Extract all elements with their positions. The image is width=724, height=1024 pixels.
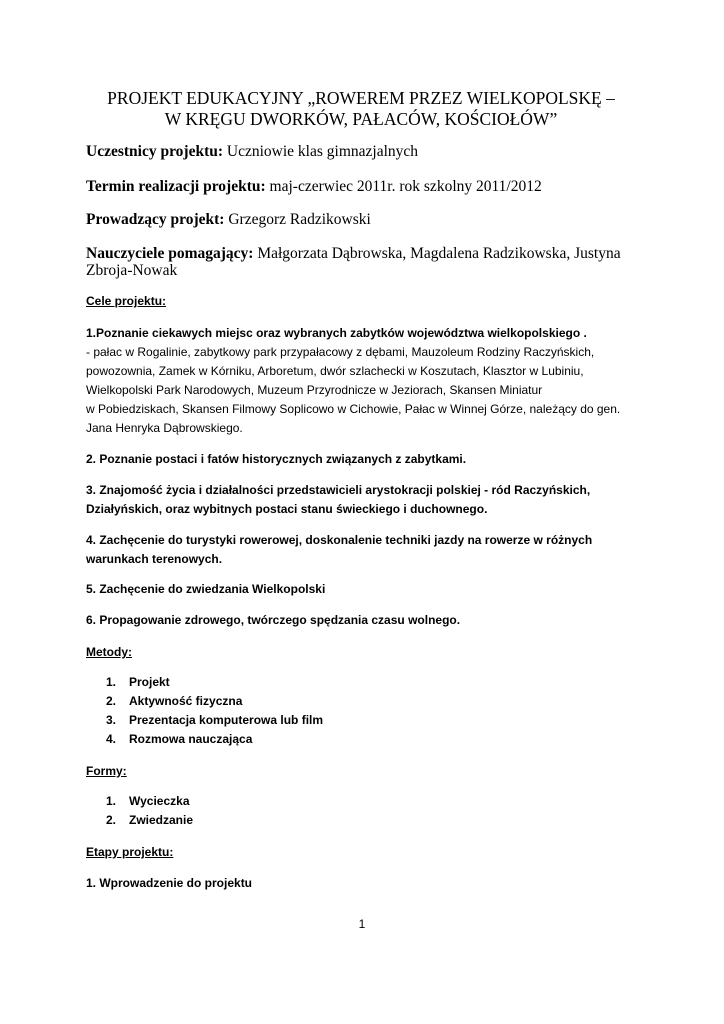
title-line-2: W KRĘGU DWORKÓW, PAŁACÓW, KOŚCIOŁÓW” xyxy=(164,109,558,129)
forms-item xyxy=(106,811,193,830)
term-label: Termin realizacji projektu: xyxy=(86,178,266,195)
forms-item-number: 2. xyxy=(106,813,117,827)
participants-label: Uczestnicy projektu: xyxy=(86,143,224,160)
goal-1-line: Jana Henryka Dąbrowskiego. xyxy=(86,421,243,435)
forms-item xyxy=(106,792,190,811)
methods-item-label: Rozmowa nauczająca xyxy=(129,732,253,746)
term-field xyxy=(86,178,646,195)
forms-heading: Formy: xyxy=(86,764,127,778)
methods-item-label: Projekt xyxy=(129,675,170,689)
forms-item-label: Zwiedzanie xyxy=(129,813,194,827)
goal-6: 6. Propagowanie zdrowego, twórczego spędzania czasu wolnego. xyxy=(86,613,461,627)
methods-item xyxy=(106,730,252,749)
goals-heading: Cele projektu: xyxy=(86,294,167,308)
stages-heading: Etapy projektu: xyxy=(86,845,174,859)
page-number: 1 xyxy=(358,917,366,931)
goal-1-line: w Pobiedziskach, Skansen Filmowy Soplicowo w Cichowie, Pałac w Winnej Górze, należący do gen. xyxy=(86,402,621,416)
forms-item-number: 1. xyxy=(106,794,117,808)
teachers-field xyxy=(86,245,646,279)
leader-value: Grzegorz Radzikowski xyxy=(224,211,371,228)
methods-item xyxy=(106,711,323,730)
methods-item-number: 4. xyxy=(106,732,117,746)
methods-item-number: 1. xyxy=(106,675,117,689)
participants-field xyxy=(86,143,646,160)
goal-1-line: powozownia, Zamek w Kórniku, Arboretum, dwór szlachecki w Koszutach, Klasztor w Lubiniu, xyxy=(86,364,584,378)
document-title xyxy=(86,88,636,130)
stage-1: 1. Wprowadzenie do projektu xyxy=(86,876,253,890)
methods-item-label: Prezentacja komputerowa lub film xyxy=(129,713,324,727)
title-line-1: PROJEKT EDUKACYJNY „ROWEREM PRZEZ WIELKOPOLSKĘ – xyxy=(107,88,615,108)
methods-item xyxy=(106,692,242,711)
term-value: maj-czerwiec 2011r. rok szkolny 2011/2012 xyxy=(265,178,542,195)
goal-2: 2. Poznanie postaci i fatów historycznych związanych z zabytkami. xyxy=(86,452,467,466)
goal-1-line: - pałac w Rogalinie, zabytkowy park przypałacowy z dębami, Mauzoleum Rodziny Raczyńskich, xyxy=(86,345,595,359)
participants-value: Uczniowie klas gimnazjalnych xyxy=(223,143,419,160)
leader-field xyxy=(86,211,646,228)
teachers-value: Małgorzata Dąbrowska, Magdalena Radzikowska, Justyna Zbroja-Nowak xyxy=(86,245,621,279)
goal-4-line: 4. Zachęcenie do turystyki rowerowej, doskonalenie techniki jazdy na rowerze w różnych xyxy=(86,533,593,547)
goal-5: 5. Zachęcenie do zwiedzania Wielkopolski xyxy=(86,582,326,596)
teachers-label: Nauczyciele pomagający: xyxy=(86,245,254,262)
goal-1-title: 1.Poznanie ciekawych miejsc oraz wybranych zabytków województwa wielkopolskiego . xyxy=(86,326,587,340)
goal-1-line: Wielkopolski Park Narodowych, Muzeum Przyrodnicze w Jeziorach, Skansen Miniatur xyxy=(86,383,543,397)
methods-heading: Metody: xyxy=(86,645,132,659)
goal-3-line: Działyńskich, oraz wybitnych postaci stanu świeckiego i duchownego. xyxy=(86,502,488,516)
forms-item-label: Wycieczka xyxy=(129,794,190,808)
goal-3-line: 3. Znajomość życia i działalności przedstawicieli arystokracji polskiej - ród Raczyńskich, xyxy=(86,483,591,497)
goal-4-line: warunkach terenowych. xyxy=(86,552,223,566)
leader-label: Prowadzący projekt: xyxy=(86,211,225,228)
methods-item-number: 2. xyxy=(106,694,117,708)
methods-item-label: Aktywność fizyczna xyxy=(129,694,243,708)
methods-item-number: 3. xyxy=(106,713,117,727)
methods-item xyxy=(106,673,170,692)
